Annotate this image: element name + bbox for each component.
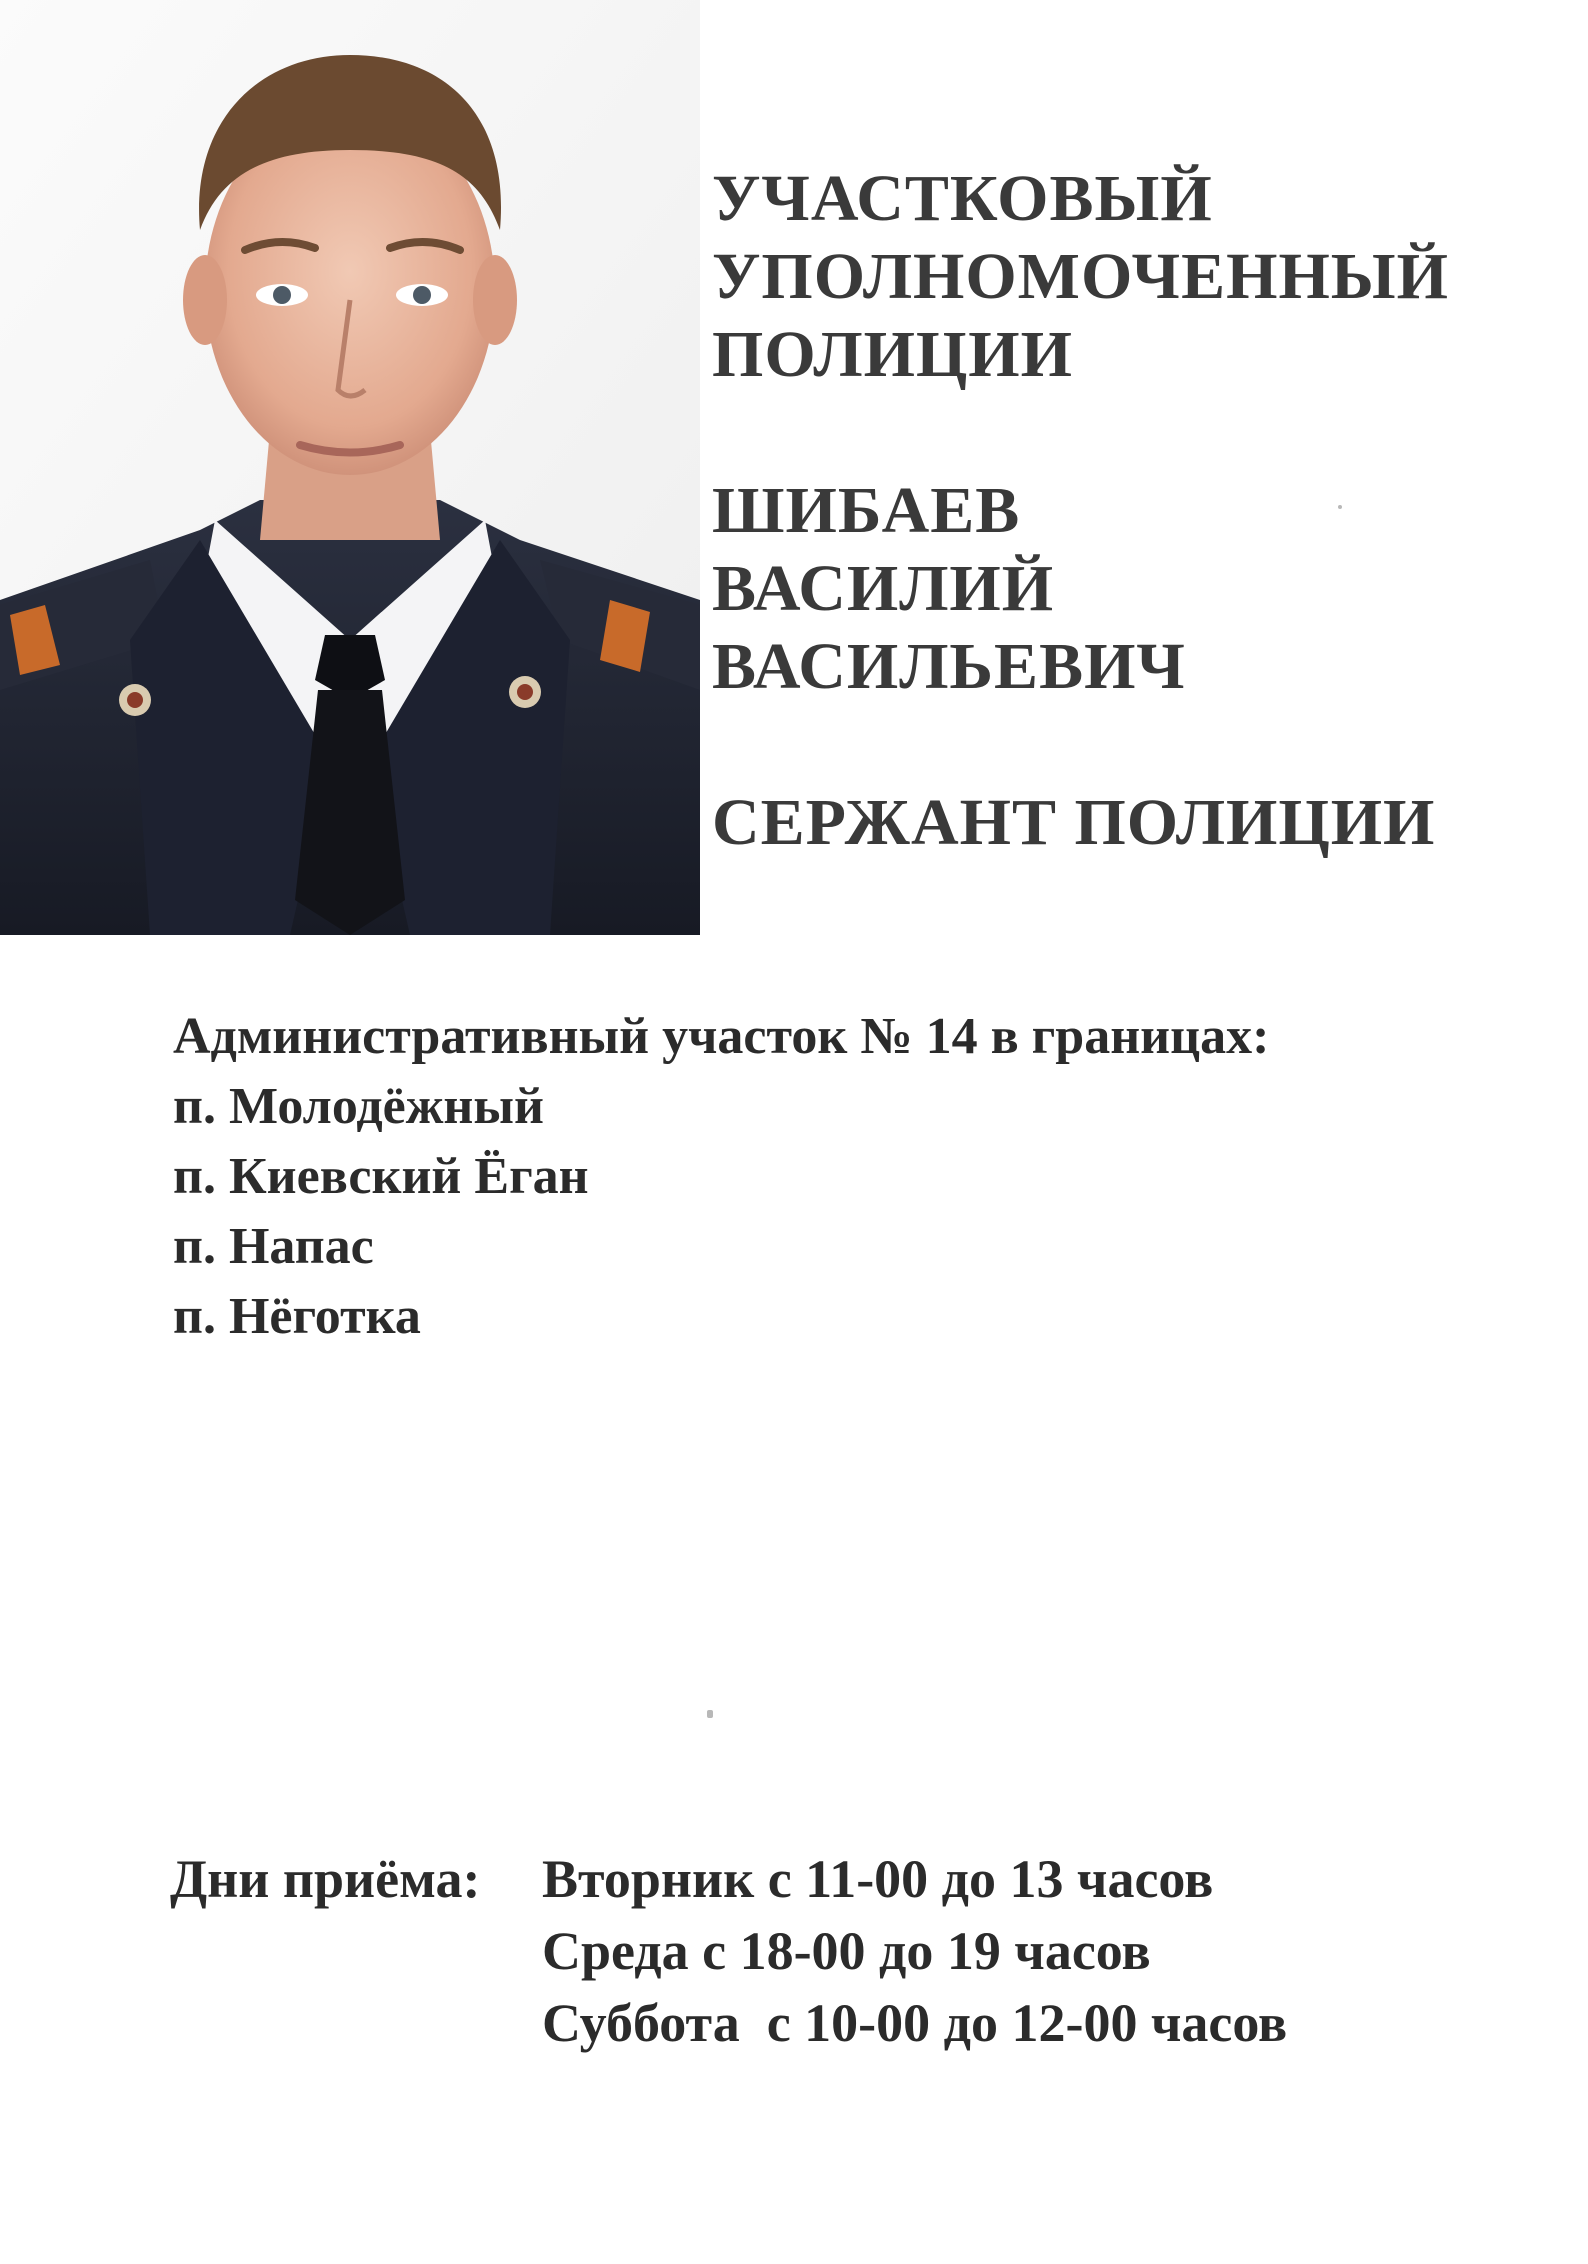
scan-speck xyxy=(1338,505,1342,509)
officer-portrait-photo xyxy=(0,0,700,935)
position-line: УПОЛНОМОЧЕННЫЙ xyxy=(712,240,1449,313)
patronymic: ВАСИЛЬЕВИЧ xyxy=(712,630,1186,703)
scan-speck xyxy=(707,1710,713,1718)
settlement-item: п. Молодёжный xyxy=(173,1078,544,1135)
officer-header xyxy=(712,160,1572,862)
schedule-row xyxy=(170,1920,1550,1992)
settlement-item: п. Напас xyxy=(173,1218,374,1275)
schedule-entry: Вторник с 11-00 до 13 часов xyxy=(542,1849,1214,1909)
schedule-entry: Среда с 18-00 до 19 часов xyxy=(542,1921,1151,1981)
rank: СЕРЖАНТ ПОЛИЦИИ xyxy=(712,786,1436,859)
position-line: ПОЛИЦИИ xyxy=(712,318,1073,391)
district-title: Административный участок № 14 в границах: xyxy=(173,1008,1270,1065)
first-name: ВАСИЛИЙ xyxy=(712,552,1055,625)
settlement-item: п. Нёготка xyxy=(173,1288,421,1345)
schedule-label: Дни приёма: xyxy=(170,1849,481,1909)
schedule-row xyxy=(170,1848,1550,1920)
schedule-row xyxy=(170,1992,1550,2064)
position-line: УЧАСТКОВЫЙ xyxy=(712,162,1213,235)
district-section xyxy=(173,1002,1553,1352)
reception-schedule xyxy=(170,1848,1550,2064)
settlement-item: п. Киевский Ёган xyxy=(173,1148,589,1205)
schedule-entry: Суббота с 10-00 до 12-00 часов xyxy=(542,1993,1288,2053)
surname: ШИБАЕВ xyxy=(712,474,1021,547)
